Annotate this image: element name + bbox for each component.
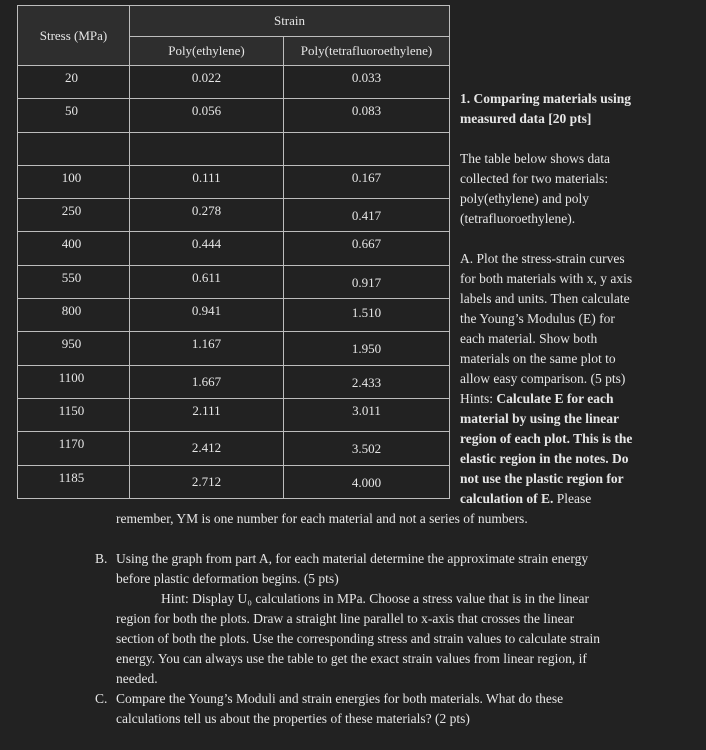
ptfe-strain-cell: 0.167 <box>284 165 450 198</box>
pe-strain-cell: 0.278 <box>130 199 284 232</box>
stress-cell: 250 <box>18 199 130 232</box>
ptfe-strain-cell: 4.000 <box>284 465 450 498</box>
stress-cell: 1170 <box>18 432 130 465</box>
question-1-title: 1. Comparing materials using measured data [20 pts] <box>460 91 632 126</box>
table-row <box>18 132 450 165</box>
stress-cell: 800 <box>18 299 130 332</box>
part-a-remember: remember, YM is one number for each material and not a series of numbers. <box>116 511 528 526</box>
stress-strain-table <box>17 5 450 499</box>
pe-strain-cell: 2.712 <box>130 465 284 498</box>
pe-strain-cell: 1.167 <box>130 332 284 365</box>
stress-cell: 400 <box>18 232 130 265</box>
stress-cell: 50 <box>18 99 130 132</box>
table-row <box>18 265 450 298</box>
stress-cell: 100 <box>18 165 130 198</box>
ptfe-strain-cell: 3.011 <box>284 398 450 431</box>
table-row <box>18 99 450 132</box>
stress-header: Stress (MPa) <box>18 6 130 66</box>
strain-header: Strain <box>130 6 450 37</box>
ptfe-strain-cell: 0.083 <box>284 99 450 132</box>
stress-cell: 1150 <box>18 398 130 431</box>
ptfe-strain-cell: 0.417 <box>284 199 450 232</box>
part-a-text: A. Plot the stress-strain curves for both materials with x, y axis labels and units. Then calculate the Young’s Modulus (E) for each material. Show both materials on the same plot to allow easy comparison. (5 pts) Hints: Calculate E for each material by using the linear region of each plot. This is the elastic region in the notes. Do not use the plastic region for calculation of E. Please <box>460 251 633 506</box>
pe-strain-cell: 0.111 <box>130 165 284 198</box>
pe-strain-cell: 1.667 <box>130 365 284 398</box>
table-row <box>18 365 450 398</box>
ptfe-strain-cell: 0.917 <box>284 265 450 298</box>
ptfe-strain-cell: 0.033 <box>284 66 450 99</box>
ptfe-strain-cell <box>284 132 450 165</box>
ptfe-strain-cell: 3.502 <box>284 432 450 465</box>
pe-strain-cell: 2.412 <box>130 432 284 465</box>
pe-strain-cell: 0.022 <box>130 66 284 99</box>
question-1-intro: The table below shows data collected for two materials: poly(ethylene) and poly (tetrafluoroethylene). <box>460 151 610 226</box>
part-b: B. Using the graph from part A, for each material determine the approximate strain energy before plastic deformation begins. (5 pts) Hint: Display U₀ calculations in MPa. Choose a stress value that is in the linear region for both the plots. Draw a straight line parallel to x-axis that crosses the linear section of both the plots. Use the corresponding stress and strain values to calculate strain energy. You can always use the table to get the exact strain values from linear region, if needed. <box>95 551 601 686</box>
table-row <box>18 66 450 99</box>
pe-strain-cell: 0.056 <box>130 99 284 132</box>
stress-cell <box>18 132 130 165</box>
stress-cell: 950 <box>18 332 130 365</box>
ptfe-header: Poly(tetrafluoroethylene) <box>284 37 450 66</box>
pe-strain-cell: 0.611 <box>130 265 284 298</box>
table-row <box>18 299 450 332</box>
pe-strain-cell: 2.111 <box>130 398 284 431</box>
pe-strain-cell: 0.444 <box>130 232 284 265</box>
ptfe-strain-cell: 0.667 <box>284 232 450 265</box>
ptfe-strain-cell: 2.433 <box>284 365 450 398</box>
table-row <box>18 465 450 498</box>
table-row <box>18 332 450 365</box>
table-row <box>18 432 450 465</box>
table-row <box>18 165 450 198</box>
stress-cell: 20 <box>18 66 130 99</box>
pe-strain-cell <box>130 132 284 165</box>
stress-cell: 550 <box>18 265 130 298</box>
ptfe-strain-cell: 1.510 <box>284 299 450 332</box>
ptfe-strain-cell: 1.950 <box>284 332 450 365</box>
part-c: C. Compare the Young’s Moduli and strain energies for both materials. What do these calculations tell us about the properties of these materials? (2 pts) <box>95 691 564 726</box>
stress-cell: 1185 <box>18 465 130 498</box>
table-row <box>18 232 450 265</box>
poly-ethylene-header: Poly(ethylene) <box>130 37 284 66</box>
pe-strain-cell: 0.941 <box>130 299 284 332</box>
table-row <box>18 199 450 232</box>
table-row <box>18 398 450 431</box>
stress-cell: 1100 <box>18 365 130 398</box>
